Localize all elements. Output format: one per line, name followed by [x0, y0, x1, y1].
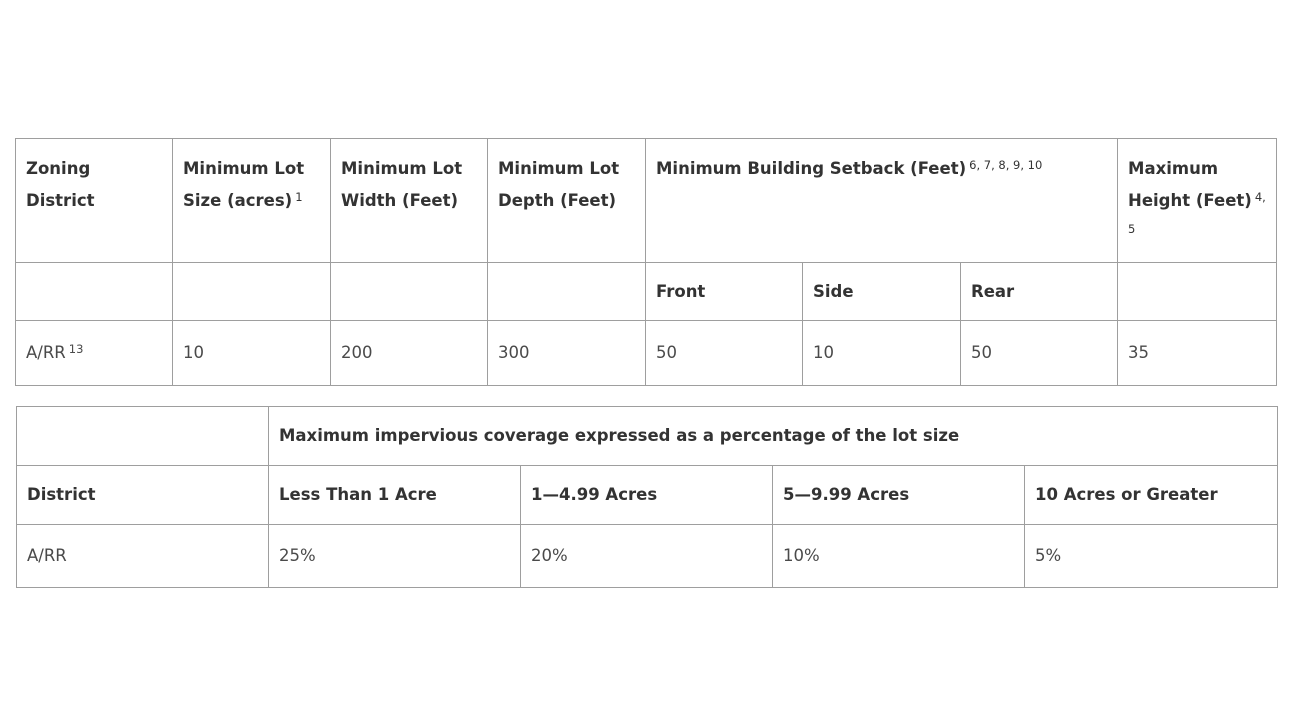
caption-row	[17, 407, 1278, 466]
cell-district: A/RR	[17, 525, 269, 588]
cell-side: 10	[803, 321, 961, 386]
table-row	[17, 525, 1278, 588]
subheader-front: Front	[646, 263, 803, 321]
header-min-lot-width	[331, 139, 488, 263]
empty-cell	[1118, 263, 1277, 321]
cell-10-acres-or-greater: 5%	[1025, 525, 1278, 588]
footnote-ref: 4, 5	[1128, 190, 1266, 236]
header-row	[17, 466, 1278, 525]
cell-front: 50	[646, 321, 803, 386]
impervious-coverage-table	[16, 406, 1278, 588]
district-label: A/RR	[26, 343, 66, 362]
footnote-ref: 6, 7, 8, 9, 10	[969, 158, 1043, 172]
empty-cell	[488, 263, 646, 321]
cell-less-than-1-acre: 25%	[269, 525, 521, 588]
footnote-ref: 13	[68, 342, 84, 356]
cell-min-lot-width: 200	[331, 321, 488, 386]
header-zoning-district	[16, 139, 173, 263]
empty-cell	[331, 263, 488, 321]
subheader-side: Side	[803, 263, 961, 321]
header-min-lot-depth	[488, 139, 646, 263]
empty-cell	[17, 407, 269, 466]
header-less-than-1-acre: Less Than 1 Acre	[269, 466, 521, 525]
header-min-building-setback-label: Minimum Building Setback (Feet)	[656, 159, 967, 178]
cell-min-lot-size: 10	[173, 321, 331, 386]
header-min-lot-size-label: Minimum Lot Size (acres)	[183, 159, 305, 210]
header-min-lot-depth-label: Minimum Lot Depth (Feet)	[498, 159, 620, 210]
header-min-building-setback	[646, 139, 1118, 263]
header-min-lot-size	[173, 139, 331, 263]
header-max-height	[1118, 139, 1277, 263]
header-zoning-district-label: Zoning District	[26, 159, 95, 210]
cell-district	[16, 321, 173, 386]
subheader-row	[16, 263, 1277, 321]
subheader-rear: Rear	[961, 263, 1118, 321]
header-1-to-4-99-acres: 1—4.99 Acres	[521, 466, 773, 525]
cell-max-height: 35	[1118, 321, 1277, 386]
header-row	[16, 139, 1277, 263]
header-max-height-label: Maximum Height (Feet)	[1128, 159, 1252, 210]
header-5-to-9-99-acres: 5—9.99 Acres	[773, 466, 1025, 525]
header-min-lot-width-label: Minimum Lot Width (Feet)	[341, 159, 463, 210]
header-district: District	[17, 466, 269, 525]
coverage-caption: Maximum impervious coverage expressed as a percentage of the lot size	[269, 407, 1278, 466]
empty-cell	[173, 263, 331, 321]
empty-cell	[16, 263, 173, 321]
header-10-acres-or-greater: 10 Acres or Greater	[1025, 466, 1278, 525]
footnote-ref: 1	[295, 190, 303, 204]
dimensional-standards-table	[15, 138, 1277, 386]
table-row	[16, 321, 1277, 386]
cell-rear: 50	[961, 321, 1118, 386]
cell-min-lot-depth: 300	[488, 321, 646, 386]
cell-5-to-9-99-acres: 10%	[773, 525, 1025, 588]
cell-1-to-4-99-acres: 20%	[521, 525, 773, 588]
